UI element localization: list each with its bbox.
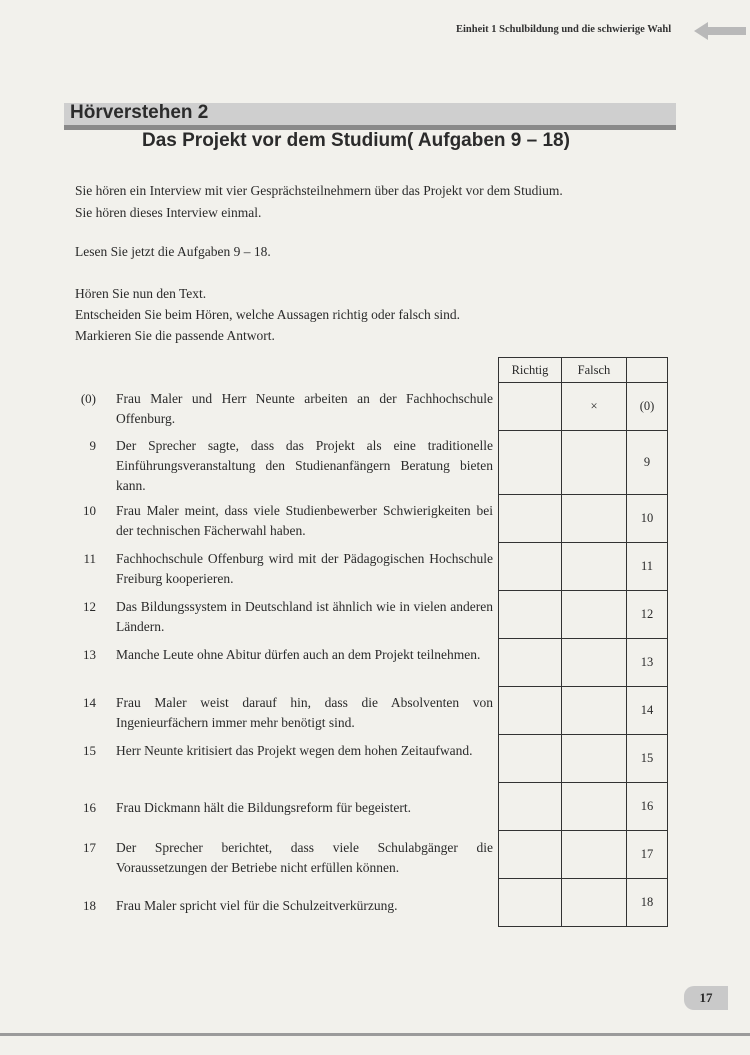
richtig-cell[interactable] <box>499 735 562 783</box>
answer-row <box>499 831 668 879</box>
task-statement: Frau Maler meint, dass viele Studienbewerber Schwierigkeiten bei der technischen Fächerwahl haben. <box>116 503 493 538</box>
task-statement: Fachhochschule Offenburg wird mit der Pädagogischen Hochschule Freiburg kooperieren. <box>116 551 493 586</box>
falsch-cell[interactable] <box>562 591 627 639</box>
row-label: 14 <box>627 687 668 735</box>
column-header-richtig: Richtig <box>499 358 562 383</box>
task-number: 14 <box>83 695 96 710</box>
column-header-falsch: Falsch <box>562 358 627 383</box>
task-number: 13 <box>83 647 96 662</box>
row-label: 10 <box>627 495 668 543</box>
falsch-cell[interactable] <box>562 543 627 591</box>
answer-table-header <box>499 358 668 383</box>
instruction-line: Sie hören dieses Interview einmal. <box>75 205 262 220</box>
richtig-cell[interactable] <box>499 783 562 831</box>
falsch-cell[interactable] <box>562 639 627 687</box>
richtig-cell[interactable] <box>499 383 562 431</box>
instruction-line: Entscheiden Sie beim Hören, welche Aussagen richtig oder falsch sind. <box>75 307 461 322</box>
answer-row <box>499 783 668 831</box>
row-label: 15 <box>627 735 668 783</box>
task-number: 11 <box>83 551 96 566</box>
richtig-cell[interactable] <box>499 495 562 543</box>
task-statement: Manche Leute ohne Abitur dürfen auch an dem Projekt teilnehmen. <box>116 647 481 662</box>
falsch-cell[interactable] <box>562 831 627 879</box>
row-label: (0) <box>627 383 668 431</box>
answer-table <box>498 357 668 927</box>
instruction-line: Sie hören ein Interview mit vier Gesprächsteilnehmern über das Projekt vor dem Studium. <box>75 183 563 198</box>
richtig-cell[interactable] <box>499 879 562 927</box>
task-statement: Frau Maler spricht viel für die Schulzeitverkürzung. <box>116 898 398 913</box>
task-statement: Frau Maler und Herr Neunte arbeiten an der Fachhochschule Offenburg. <box>116 391 493 426</box>
richtig-cell[interactable] <box>499 591 562 639</box>
task-statement: Frau Dickmann hält die Bildungsreform für begeistert. <box>116 800 412 815</box>
answer-row <box>499 431 668 495</box>
richtig-cell[interactable] <box>499 543 562 591</box>
answer-row <box>499 687 668 735</box>
task-statement: Herr Neunte kritisiert das Projekt wegen dem hohen Zeitaufwand. <box>116 743 473 758</box>
section-subtitle: Das Projekt vor dem Studium( Aufgaben 9 – 18) <box>142 130 570 151</box>
row-label: 16 <box>627 783 668 831</box>
task-number: 9 <box>89 438 96 453</box>
running-header: Einheit 1 Schulbildung und die schwierige Wahl <box>456 24 672 35</box>
richtig-cell[interactable] <box>499 831 562 879</box>
row-label: 12 <box>627 591 668 639</box>
task-number: 16 <box>83 800 96 815</box>
richtig-cell[interactable] <box>499 431 562 495</box>
task-statement: Das Bildungssystem in Deutschland ist ähnlich wie in vielen anderen Ländern. <box>116 599 493 634</box>
richtig-cell[interactable] <box>499 687 562 735</box>
task-number: (0) <box>80 391 96 406</box>
page-edge-rule <box>0 1033 750 1036</box>
falsch-cell[interactable] <box>562 735 627 783</box>
task-statement: Der Sprecher sagte, dass das Projekt als eine traditionelle Einführungsveranstaltung den Studienanfängern Beratung bieten kann. <box>116 438 493 493</box>
task-number: 10 <box>83 503 96 518</box>
task-number: 18 <box>83 898 96 913</box>
falsch-cell[interactable]: × <box>562 383 627 431</box>
richtig-cell[interactable] <box>499 639 562 687</box>
task-number: 12 <box>83 599 96 614</box>
task-number: 15 <box>83 743 96 758</box>
row-label: 13 <box>627 639 668 687</box>
column-header-number <box>627 358 668 383</box>
task-statement: Der Sprecher berichtet, dass viele Schulabgänger die Voraussetzungen der Betriebe nicht erfüllen können. <box>116 840 493 875</box>
answer-row <box>499 383 668 431</box>
row-label: 9 <box>627 431 668 495</box>
answer-row <box>499 639 668 687</box>
falsch-cell[interactable] <box>562 783 627 831</box>
falsch-cell[interactable] <box>562 431 627 495</box>
task-statement: Frau Maler weist darauf hin, dass die Absolventen von Ingenieurfächern immer mehr benötigt sind. <box>116 695 493 730</box>
header-arrow-bar <box>706 27 746 35</box>
task-number: 17 <box>83 840 96 855</box>
falsch-cell[interactable] <box>562 687 627 735</box>
row-label: 18 <box>627 879 668 927</box>
section-title: Hörverstehen 2 <box>70 102 209 123</box>
row-label: 11 <box>627 543 668 591</box>
instruction-line: Lesen Sie jetzt die Aufgaben 9 – 18. <box>75 244 271 259</box>
answer-row <box>499 591 668 639</box>
falsch-cell[interactable] <box>562 495 627 543</box>
page-number: 17 <box>684 986 728 1010</box>
row-label: 17 <box>627 831 668 879</box>
instruction-line: Hören Sie nun den Text. <box>75 286 207 301</box>
falsch-cell[interactable] <box>562 879 627 927</box>
answer-row <box>499 543 668 591</box>
answer-row <box>499 735 668 783</box>
instruction-line: Markieren Sie die passende Antwort. <box>75 328 275 343</box>
answer-row <box>499 495 668 543</box>
answer-row <box>499 879 668 927</box>
